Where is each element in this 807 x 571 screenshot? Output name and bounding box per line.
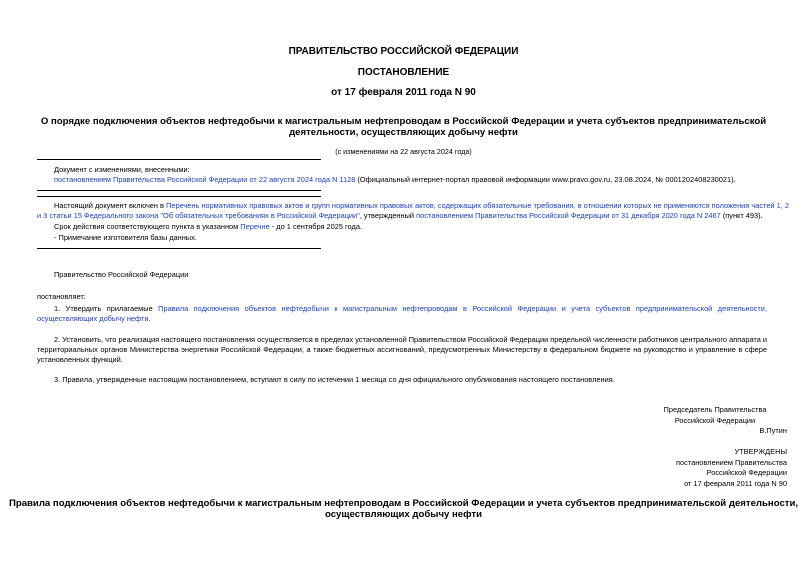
item-1: 1. Утвердить прилагаемые Правила подключения объектов нефтедобычи к магистральным нефтепроводам в Российской Федерации и учета субъектов предпринимательской деятельности, осуществляющих добычу нефти. — [37, 304, 767, 323]
decides: постановляет: — [37, 292, 86, 301]
divider — [37, 196, 321, 197]
changes-line — [54, 175, 774, 185]
signature-line-2: Российской Федерации — [674, 415, 756, 425]
item-3: 3. Правила, утвержденные настоящим постановлением, вступают в силу по истечении 1 месяца со дня официального опубликования настоящего постановления. — [54, 375, 615, 384]
changes-tail: (Официальный интернет-портал правовой информации www.pravo.gov.ru, 23.08.2024, № 0001202408230021). — [355, 175, 736, 184]
rules-title-line-1: Правила подключения объектов нефтедобычи к магистральным нефтепроводам в Российской Федерации и учета субъектов предпринимательской деятельности, — [8, 498, 799, 509]
list-link-cont[interactable]: и 3 статьи 15 Федерального закона "Об обязательных требованиях в Российской Федерации" — [37, 211, 360, 220]
signature-block — [620, 405, 807, 437]
approved-line-2: постановлением Правительства — [676, 457, 787, 467]
changes-link[interactable]: постановлением Правительства Российской Федерации от 22 августа 2024 года N 1128 — [54, 175, 356, 184]
changes-intro: Документ с изменениями, внесенными: — [54, 165, 190, 174]
approved-line-3: Российской Федерации — [706, 468, 787, 478]
rules-link[interactable]: Правила подключения объектов нефтедобычи к магистральным нефтепроводам в Российской Федерации и учета субъектов предпринимательской деятельности, осуществляющих добычу нефти — [37, 304, 767, 323]
title-line-2: деятельности, осуществляющих добычу нефти — [289, 127, 518, 138]
approved-line-1: УТВЕРЖДЕНЫ — [734, 447, 787, 456]
header-date: от 17 февраля 2011 года N 90 — [331, 87, 476, 98]
list-short-link[interactable]: Перечне — [240, 222, 270, 231]
notice-p2: Срок действия соответствующего пункта в указанном Перечне - до 1 сентября 2025 года. — [54, 222, 362, 231]
item-2: 2. Установить, что реализация настоящего постановления осуществляется в пределах установленной Правительством Российской Федерации предельной численности работников центрального аппарата и территориальных органов Министерства энергетики Российской Федерации, а также бюджетных ассигнований, предусмотренных Министерству в федеральном бюджете на руководство и управление в сфере установленных функций. — [37, 335, 767, 364]
header-org: ПРАВИТЕЛЬСТВО РОССИЙСКОЙ ФЕДЕРАЦИИ — [288, 46, 519, 57]
approved-block — [620, 447, 807, 489]
divider — [37, 248, 321, 249]
notice-p1-line1: Настоящий документ включен в Перечень нормативных правовых актов и групп нормативных правовых актов, содержащих обязательные требования, в отношении которых не применяются положения частей 1, 2 — [54, 201, 789, 210]
gov-name: Правительство Российской Федерации — [54, 270, 189, 279]
header-doc-type: ПОСТАНОВЛЕНИЕ — [357, 67, 450, 78]
approved-line-4: от 17 февраля 2011 года N 90 — [684, 478, 787, 488]
notice-p3: - Примечание изготовителя базы данных. — [54, 233, 197, 242]
rules-title-line-2: осуществляющих добычу нефти — [324, 509, 483, 520]
title-line-1: О порядке подключения объектов нефтедобычи к магистральным нефтепроводам в Российской Федерации и учета субъектов предпринимательской — [40, 116, 767, 127]
signature-line-3: В.Путин — [759, 426, 787, 436]
signature-line-1: Председатель Правительства — [663, 405, 767, 414]
resolution-link[interactable]: постановлением Правительства Российской Федерации от 31 декабря 2020 года N 2467 — [416, 211, 721, 220]
list-link[interactable]: Перечень нормативных правовых актов и групп нормативных правовых актов, содержащих обязательные требования, в отношении которых не применяются положения частей 1, 2 — [166, 201, 789, 210]
divider — [37, 190, 321, 191]
notice-p1-line2: и 3 статьи 15 Федерального закона "Об обязательных требованиях в Российской Федерации", утвержденный постановлением Правительства Российской Федерации от 31 декабря 2020 года N 2467 (пункт 493). — [37, 211, 763, 220]
divider — [37, 159, 321, 160]
amended-note: (с изменениями на 22 августа 2024 года) — [335, 147, 472, 156]
